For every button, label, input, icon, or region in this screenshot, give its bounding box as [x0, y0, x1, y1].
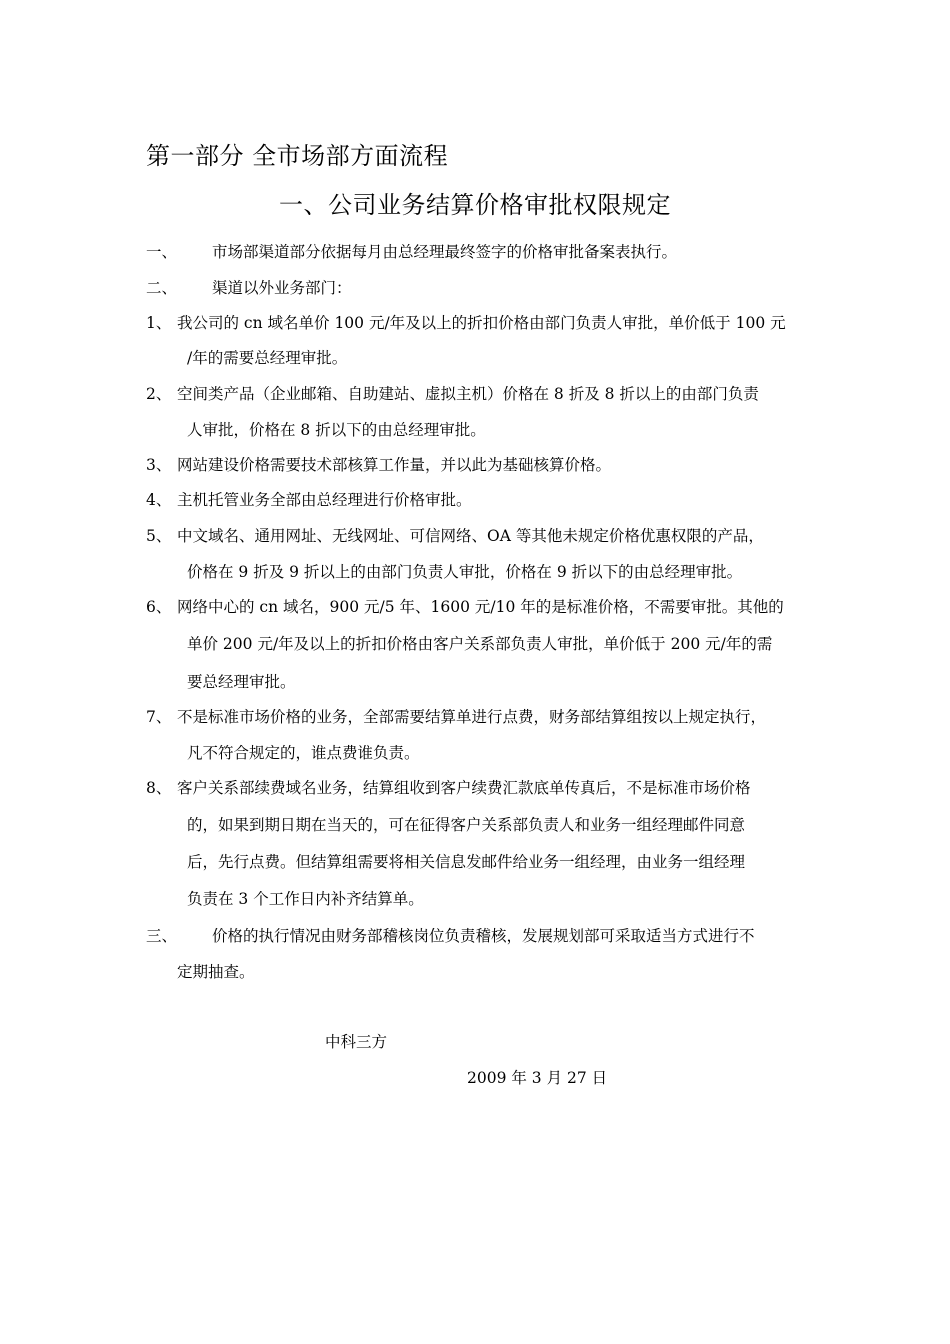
sub-item-1-marker: 1、	[146, 314, 172, 332]
sub-item-7-line-1: 不是标准市场价格的业务，全部需要结算单进行点费，财务部结算组按以上规定执行，	[177, 708, 767, 726]
sub-item-3-marker: 3、	[146, 456, 172, 474]
item-2-marker: 二、	[146, 279, 178, 297]
sub-item-7-marker: 7、	[146, 708, 172, 726]
part-title: 第一部分 全市场部方面流程	[146, 142, 449, 170]
sub-item-1-line-1: 我公司的 cn 域名单价 100 元/年及以上的折扣价格由部门负责人审批，单价低于 100 元	[177, 314, 786, 332]
sub-item-7-line-2: 凡不符合规定的，谁点费谁负责。	[187, 744, 420, 762]
item-3-line-2: 定期抽查。	[177, 963, 255, 981]
section-title: 一、公司业务结算价格审批权限规定	[279, 191, 671, 219]
sub-item-1-line-2: /年的需要总经理审批。	[187, 349, 348, 367]
item-3-line-1: 价格的执行情况由财务部稽核岗位负责稽核，发展规划部可采取适当方式进行不	[212, 927, 755, 945]
item-1-text: 市场部渠道部分依据每月由总经理最终签字的价格审批备案表执行。	[212, 243, 678, 261]
sub-item-6-line-1: 网络中心的 cn 域名，900 元/5 年、1600 元/10 年的是标准价格，不需要审批。其他的	[177, 598, 784, 616]
sub-item-8-line-2: 的，如果到期日期在当天的，可在征得客户关系部负责人和业务一组经理邮件同意	[187, 816, 746, 834]
sub-item-6-line-2: 单价 200 元/年及以上的折扣价格由客户关系部负责人审批，单价低于 200 元/年的需	[187, 635, 773, 653]
sub-item-4-marker: 4、	[146, 491, 172, 509]
sub-item-2-line-1: 空间类产品（企业邮箱、自助建站、虚拟主机）价格在 8 折及 8 折以上的由部门负责	[177, 385, 759, 403]
sub-item-6-marker: 6、	[146, 598, 172, 616]
sub-item-8-line-4: 负责在 3 个工作日内补齐结算单。	[187, 890, 424, 908]
sub-item-2-line-2: 人审批，价格在 8 折以下的由总经理审批。	[187, 421, 486, 439]
sub-item-6-line-3: 要总经理审批。	[187, 673, 296, 691]
signature-company: 中科三方	[325, 1033, 388, 1051]
sub-item-8-marker: 8、	[146, 779, 172, 797]
sub-item-8-line-1: 客户关系部续费域名业务，结算组收到客户续费汇款底单传真后，不是标准市场价格	[177, 779, 751, 797]
sub-item-4-line-1: 主机托管业务全部由总经理进行价格审批。	[177, 491, 472, 509]
item-1-marker: 一、	[146, 243, 178, 261]
signature-date: 2009 年 3 月 27 日	[467, 1069, 608, 1087]
sub-item-5-line-2: 价格在 9 折及 9 折以上的由部门负责人审批，价格在 9 折以下的由总经理审批。	[187, 563, 743, 581]
sub-item-3-line-1: 网站建设价格需要技术部核算工作量，并以此为基础核算价格。	[177, 456, 612, 474]
sub-item-5-marker: 5、	[146, 527, 172, 545]
sub-item-2-marker: 2、	[146, 385, 172, 403]
item-3-marker: 三、	[146, 927, 178, 945]
item-2-text: 渠道以外业务部门：	[212, 279, 352, 297]
sub-item-8-line-3: 后，先行点费。但结算组需要将相关信息发邮件给业务一组经理，由业务一组经理	[187, 853, 746, 871]
sub-item-5-line-1: 中文域名、通用网址、无线网址、可信网络、OA 等其他未规定价格优惠权限的产品，	[177, 527, 764, 545]
